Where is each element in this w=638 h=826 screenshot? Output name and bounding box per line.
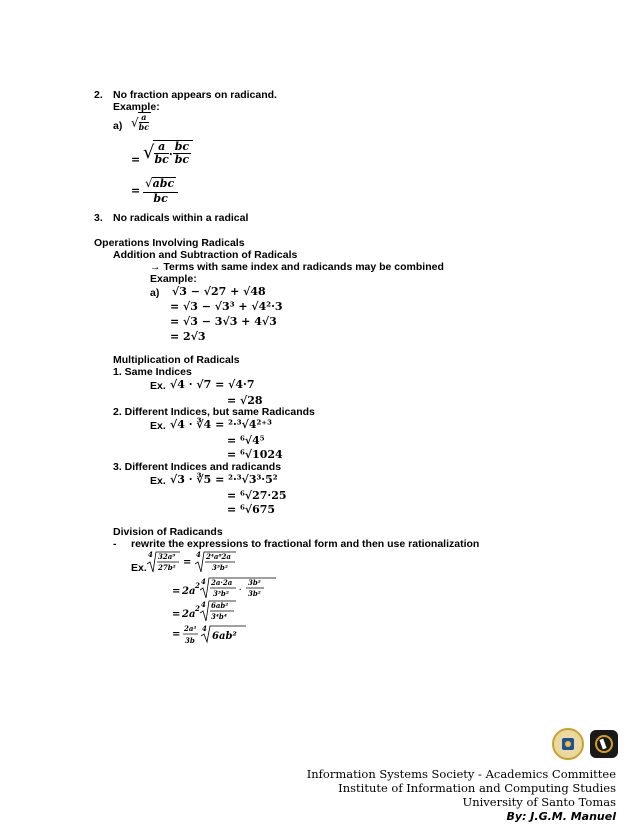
rule2-step2-den-bc2: bc [174, 153, 190, 167]
div-title: Division of Radicands [113, 526, 223, 538]
mult-case2-ex: Ex. [150, 420, 166, 432]
mult-case1-line2: = √28 [227, 394, 263, 407]
mult-case2-line1: √4 · ∛4 = ²·³√4²⁺³ [170, 418, 272, 431]
rule2-example-label: Example: [113, 101, 160, 113]
svg-text:27b²: 27b² [158, 563, 176, 572]
mult-case1-ex: Ex. [150, 380, 166, 392]
rule2-eq1: = [131, 153, 141, 166]
rule2-step2-num-a: a [154, 141, 168, 154]
svg-text:4: 4 [148, 550, 153, 559]
svg-text:=: = [172, 586, 181, 597]
mult-case2-line2: = ⁶√4⁵ [227, 434, 265, 447]
svg-text:4: 4 [196, 550, 201, 559]
svg-text:3⁴b⁴: 3⁴b⁴ [211, 612, 227, 621]
mult-case3-line1: √3 · ∛5 = ²·³√3³·5² [170, 473, 278, 486]
rule2-step1-num: a [139, 113, 149, 123]
addsub-line3: = √3 − 3√3 + 4√3 [170, 315, 277, 328]
rule2-step1-den: bc [138, 121, 150, 132]
mult-case2: 2. Different Indices, but same Radicands [113, 406, 315, 418]
rule2-step2: √ $\frac{a}{bc}$ · $\frac{bc}{bc}$ [143, 140, 193, 166]
svg-text:3b²: 3b² [248, 578, 261, 587]
addsub-part-a: a) [150, 287, 160, 299]
svg-text:=: = [172, 609, 181, 620]
mult-case3: 3. Different Indices and radicands [113, 461, 282, 473]
footer-society: Information Systems Society - Academics Committee [306, 767, 616, 781]
author-signature: By: J.G.M. Manuel [506, 810, 616, 823]
rule2-title: No fraction appears on radicand. [113, 89, 277, 101]
svg-text:3³b²: 3³b² [212, 563, 228, 572]
svg-text:2⁴a⁸2a: 2⁴a⁸2a [206, 552, 231, 561]
div-dash: - [113, 538, 117, 550]
svg-text:2a·2a: 2a·2a [211, 578, 233, 587]
rule2-step2-den-bc: bc [154, 153, 169, 167]
svg-text:6ab²: 6ab² [211, 601, 229, 610]
svg-text:2: 2 [195, 604, 200, 613]
addsub-line1: √3 − √27 + √48 [172, 285, 266, 298]
rule2-step2-num-bc: bc [174, 140, 190, 153]
ops-heading: Operations Involving Radicals [94, 237, 245, 249]
svg-text:32a⁹: 32a⁹ [158, 552, 176, 561]
rule2-part-a: a) [113, 120, 123, 132]
mult-case1-line1: √4 · √7 = √4·7 [170, 378, 255, 391]
mult-case3-ex: Ex. [150, 475, 166, 487]
footer-institute: Institute of Information and Computing Studies [338, 781, 616, 795]
svg-text:4: 4 [201, 600, 206, 609]
svg-text:=: = [183, 557, 192, 568]
rule2-step3-num: abc [152, 177, 175, 190]
mult-title: Multiplication of Radicals [113, 354, 240, 366]
footer-university: University of Santo Tomas [462, 795, 616, 809]
svg-text:4: 4 [201, 577, 206, 586]
addsub-rule: → Terms with same index and radicands may be combined [150, 261, 444, 273]
iss-logo [590, 730, 618, 758]
rule2-step1: √ $\frac{a}{bc}$ [131, 112, 150, 132]
svg-text:2a²: 2a² [184, 624, 197, 633]
mult-case1: 1. Same Indices [113, 366, 192, 378]
rule3-number: 3. [94, 212, 103, 224]
addsub-line2: = √3 − √3³ + √4²·3 [170, 300, 283, 313]
addsub-line4: = 2√3 [170, 330, 206, 343]
div-rule: rewrite the expressions to fractional form and then use rationalization [131, 538, 480, 550]
addsub-example-label: Example: [150, 273, 197, 285]
svg-text:2a: 2a [182, 586, 196, 597]
svg-text:3b²: 3b² [248, 589, 261, 598]
div-ex: Ex. [131, 562, 147, 574]
svg-text:=: = [172, 629, 181, 640]
rule3-title: No radicals within a radical [113, 212, 249, 224]
mult-case3-line2: = ⁶√27·25 [227, 489, 287, 502]
svg-text:4: 4 [202, 624, 207, 633]
svg-text:3b: 3b [185, 636, 195, 645]
svg-text:·: · [239, 585, 242, 594]
svg-text:3³b²: 3³b² [213, 589, 229, 598]
rule2-number: 2. [94, 89, 103, 101]
ust-seal-logo [552, 728, 584, 760]
addsub-title: Addition and Subtraction of Radicals [113, 249, 298, 261]
rule2-step3-den: bc [153, 191, 168, 205]
svg-text:2: 2 [195, 581, 200, 590]
rule2-step3: $\frac{\text{√abc}}{bc}$ [143, 174, 178, 205]
div-math-formulas [146, 548, 386, 648]
rule2-eq2: = [131, 184, 141, 197]
mult-case3-line3: = ⁶√675 [227, 503, 276, 516]
svg-text:6ab²: 6ab² [212, 631, 237, 642]
mult-case2-line3: = ⁶√1024 [227, 448, 283, 461]
svg-text:2a: 2a [182, 609, 196, 620]
